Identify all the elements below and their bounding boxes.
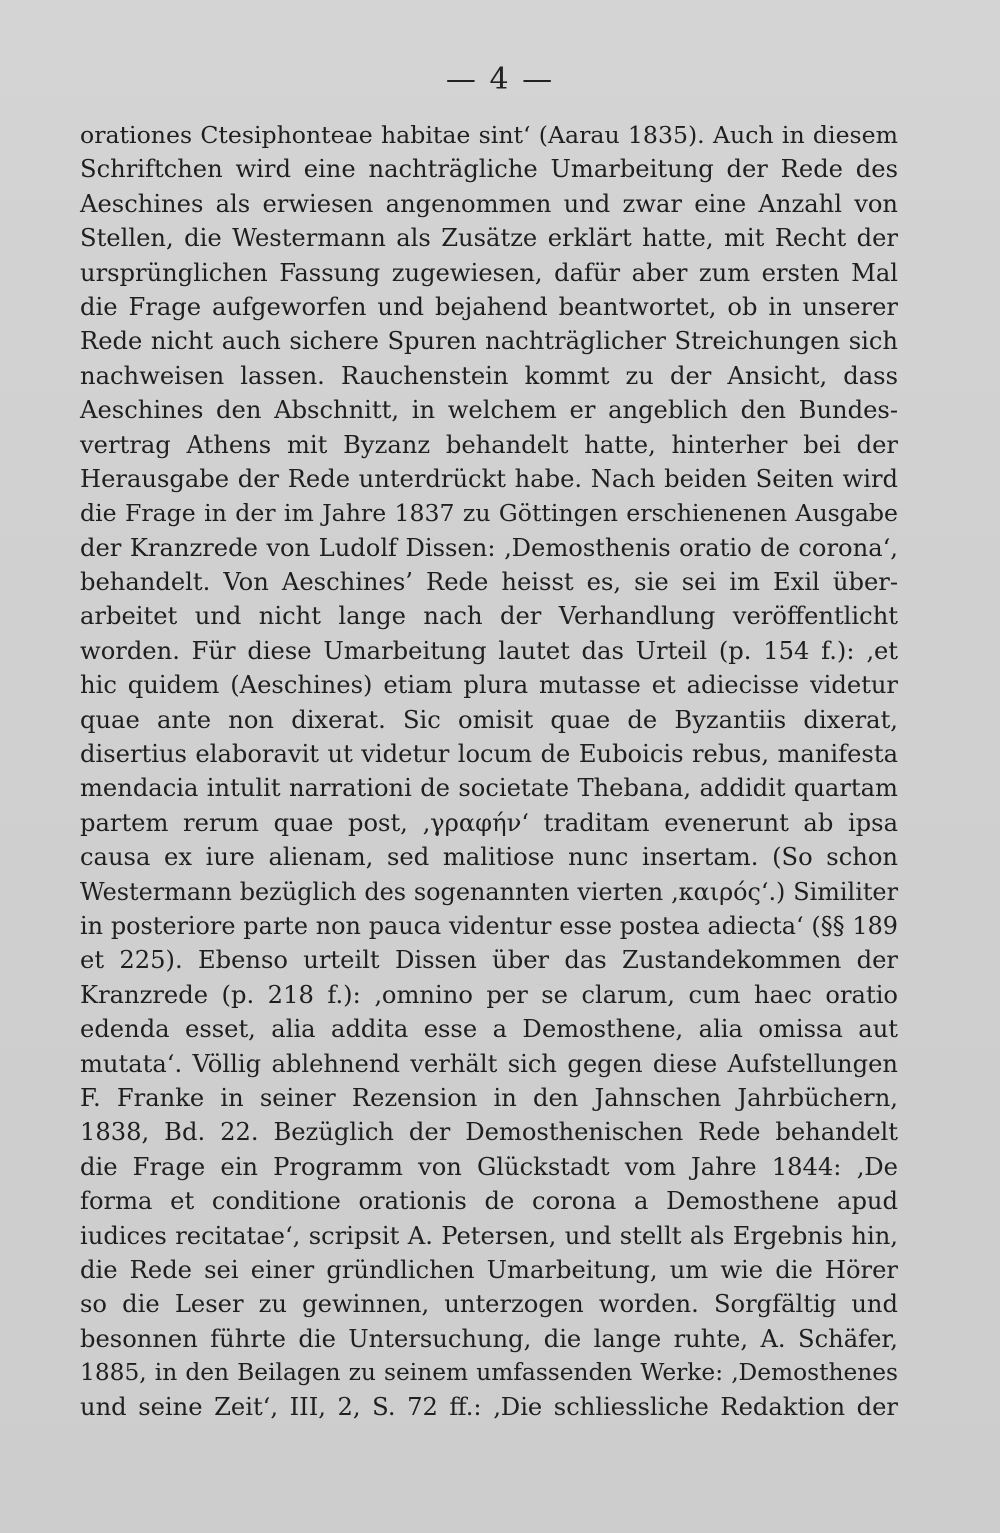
text-line: Schriftchen wird eine nachträgliche Umarbeitung der Rede des — [80, 155, 898, 184]
text-line: und seine Zeit‘, III, 2, S. 72 ff.: ‚Die schliessliche Redaktion der — [80, 1393, 898, 1422]
text-line: mutata‘. Völlig ablehnend verhält sich gegen diese Aufstellungen — [80, 1049, 898, 1078]
text-line: quae ante non dixerat. Sic omisit quae de Byzantiis dixerat, — [80, 705, 898, 734]
text-line: so die Leser zu gewinnen, unterzogen worden. Sorgfältig und — [80, 1290, 898, 1319]
text-line: disertius elaboravit ut videtur locum de Euboicis rebus, manifesta — [80, 740, 898, 769]
text-line: die Frage ein Programm von Glückstadt vom Jahre 1844: ‚De — [80, 1152, 898, 1181]
text-line: partem rerum quae post, ‚γραφήν‘ traditam evenerunt ab ipsa — [80, 808, 898, 837]
text-line: vertrag Athens mit Byzanz behandelt hatte, hinterher bei der — [80, 430, 898, 459]
text-line: der Kranzrede von Ludolf Dissen: ‚Demosthenis oratio de corona‘, — [80, 533, 898, 562]
body-text — [80, 118, 898, 1425]
text-line: nachweisen lassen. Rauchenstein kommt zu der Ansicht, dass — [80, 361, 898, 390]
text-line: iudices recitatae‘, scripsit A. Petersen, und stellt als Ergebnis hin, — [80, 1221, 898, 1250]
text-line: besonnen führte die Untersuchung, die lange ruhte, A. Schäfer, — [80, 1324, 898, 1353]
page-number: — 4 — — [445, 62, 555, 97]
text-line: arbeitet und nicht lange nach der Verhandlung veröffentlicht — [80, 602, 898, 631]
text-line: Kranzrede (p. 218 f.): ‚omnino per se clarum, cum haec oratio — [80, 980, 898, 1009]
text-line: Stellen, die Westermann als Zusätze erklärt hatte, mit Recht der — [80, 224, 898, 253]
text-line: die Frage aufgeworfen und bejahend beantwortet, ob in unserer — [80, 292, 898, 321]
text-line: et 225). Ebenso urteilt Dissen über das Zustandekommen der — [80, 946, 898, 975]
text-line: causa ex iure alienam, sed malitiose nunc insertam. (So schon — [80, 843, 898, 872]
text-line: die Rede sei einer gründlichen Umarbeitung, um wie die Hörer — [80, 1255, 898, 1284]
text-line: edenda esset, alia addita esse a Demosthene, alia omissa aut — [80, 1015, 898, 1044]
text-line: die Frage in der im Jahre 1837 zu Göttingen erschienenen Ausgabe — [80, 499, 898, 528]
text-line: Herausgabe der Rede unterdrückt habe. Nach beiden Seiten wird — [80, 464, 898, 493]
text-line: behandelt. Von Aeschines’ Rede heisst es, sie sei im Exil über- — [80, 568, 898, 597]
text-line: hic quidem (Aeschines) etiam plura mutasse et adiecisse videtur — [80, 671, 898, 700]
text-line: worden. Für diese Umarbeitung lautet das Urteil (p. 154 f.): ‚et — [80, 636, 898, 665]
text-line: mendacia intulit narrationi de societate Thebana, addidit quartam — [80, 774, 898, 803]
text-line: orationes Ctesiphonteae habitae sint‘ (Aarau 1835). Auch in diesem — [80, 121, 898, 149]
text-line: Westermann bezüglich des sogenannten vierten ‚καιρός‘.) Similiter — [80, 877, 898, 906]
text-line: Aeschines als erwiesen angenommen und zwar eine Anzahl von — [80, 189, 898, 218]
text-line: ursprünglichen Fassung zugewiesen, dafür aber zum ersten Mal — [80, 258, 898, 287]
text-line: 1885, in den Beilagen zu seinem umfassenden Werke: ‚Demosthenes — [80, 1359, 898, 1387]
text-line: Rede nicht auch sichere Spuren nachträglicher Streichungen sich — [80, 327, 898, 356]
text-line: forma et conditione orationis de corona a Demosthene apud — [80, 1187, 898, 1216]
text-line: F. Franke in seiner Rezension in den Jahnschen Jahrbüchern, — [80, 1083, 898, 1112]
text-line: Aeschines den Abschnitt, in welchem er angeblich den Bundes- — [80, 396, 898, 425]
text-line: 1838, Bd. 22. Bezüglich der Demosthenischen Rede behandelt — [80, 1118, 898, 1147]
text-line: in posteriore parte non pauca videntur esse postea adiecta‘ (§§ 189 — [80, 911, 898, 940]
